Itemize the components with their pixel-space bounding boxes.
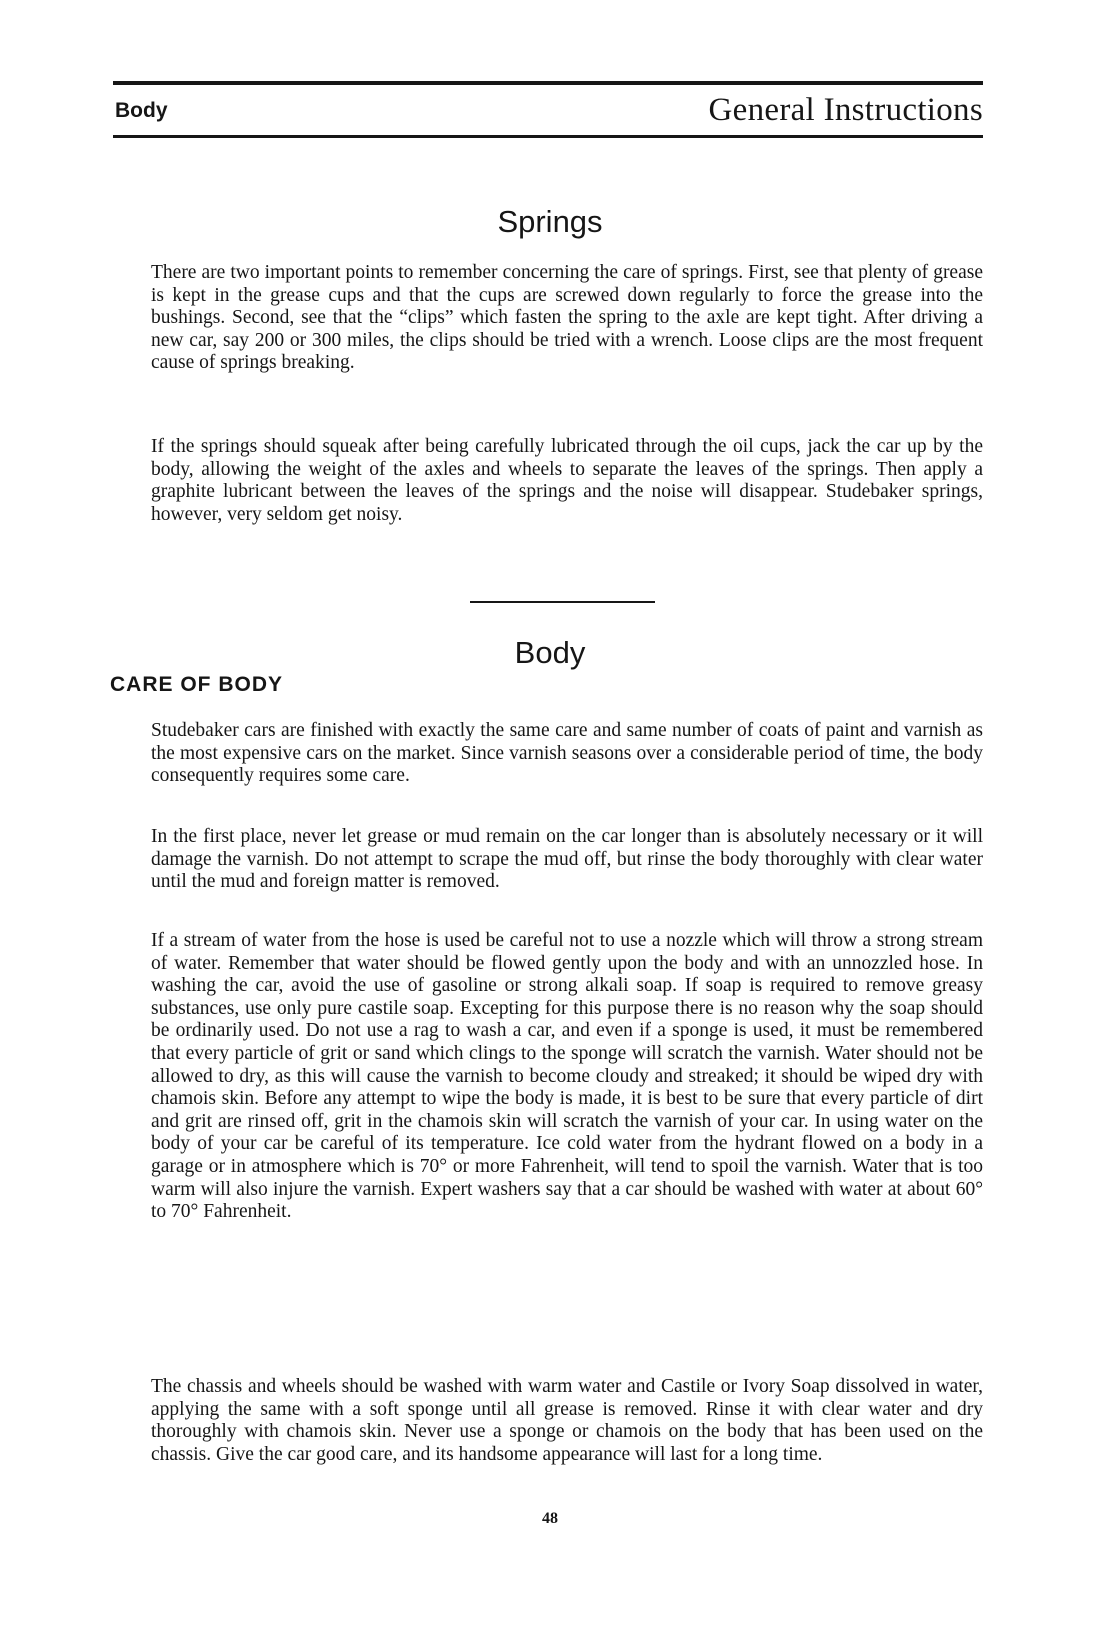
- springs-paragraph-2: If the springs should squeak after being carefully lubricated through the oil cups, jack the car up by the body, allowing the weight of the axles and wheels to separate the leaves of the springs. Then apply a graphite lubricant between the leaves of the springs and the noise will disappear. Studebaker springs, however, very seldom get noisy.: [151, 436, 983, 525]
- running-head-title: General Instructions: [708, 92, 983, 128]
- body-paragraph-1: Studebaker cars are finished with exactly the same care and same number of coats of paint and varnish as the most expensive cars on the market. Since varnish seasons over a considerable period of time, the body consequently requires some care.: [151, 720, 983, 787]
- header-bottom-rule: [113, 135, 983, 138]
- care-of-body-side-heading: CARE OF BODY: [110, 673, 284, 696]
- springs-paragraph-1: There are two important points to remember concerning the care of springs. First, see that plenty of grease is kept in the grease cups and that the cups are screwed down regularly to force the grease into the bushings. Second, see that the “clips” which fasten the spring to the axle are kept tight. After driving a new car, say 200 or 300 miles, the clips should be tried with a wrench. Loose clips are the most frequent cause of springs breaking.: [151, 262, 983, 374]
- body-paragraph-2: In the first place, never let grease or mud remain on the car longer than is absolutely necessary or it will damage the varnish. Do not attempt to scrape the mud off, but rinse the body thoroughly with clear water until the mud and foreign matter is removed.: [151, 826, 983, 893]
- springs-heading: Springs: [497, 204, 603, 239]
- body-paragraph-3: If a stream of water from the hose is used be careful not to use a nozzle which will throw a strong stream of water. Remember that water should be flowed gently upon the body and with an unnozzled hose. In washing the car, avoid the use of gasoline or strong alkali soap. If soap is required to remove greasy substances, use only pure castile soap. Excepting for this purpose there is no reason why the soap should be ordinarily used. Do not use a rag to wash a car, and even if a sponge is used, it must be remembered that every particle of grit or sand which clings to the sponge will scratch the varnish. Water should not be allowed to dry, as this will cause the varnish to become cloudy and streaked; it should be wiped dry with chamois skin. Before any attempt to wipe the body is made, it is best to be sure that every particle of dirt and grit are rinsed off, grit in the chamois skin will scratch the varnish of your car. In using water on the body of your car be careful of its temperature. Ice cold water from the hydrant flowed on a body in a garage or in atmosphere which is 70° or more Fahrenheit, will tend to spoil the varnish. Water that is too warm will also injure the varnish. Expert washers say that a car should be washed with water at about 60° to 70° Fahrenheit.: [151, 930, 983, 1223]
- header-top-rule: [113, 81, 983, 85]
- running-head-section: Body: [115, 99, 168, 122]
- body-paragraph-4: The chassis and wheels should be washed with warm water and Castile or Ivory Soap dissolved in water, applying the same with a soft sponge until all grease is removed. Rinse it with clear water and dry thoroughly with chamois skin. Never use a sponge or chamois on the body that has been used on the chassis. Give the car good care, and its handsome appearance will last for a long time.: [151, 1376, 983, 1465]
- page-number: 48: [542, 1510, 558, 1527]
- body-heading: Body: [514, 635, 586, 670]
- section-divider: [470, 601, 655, 603]
